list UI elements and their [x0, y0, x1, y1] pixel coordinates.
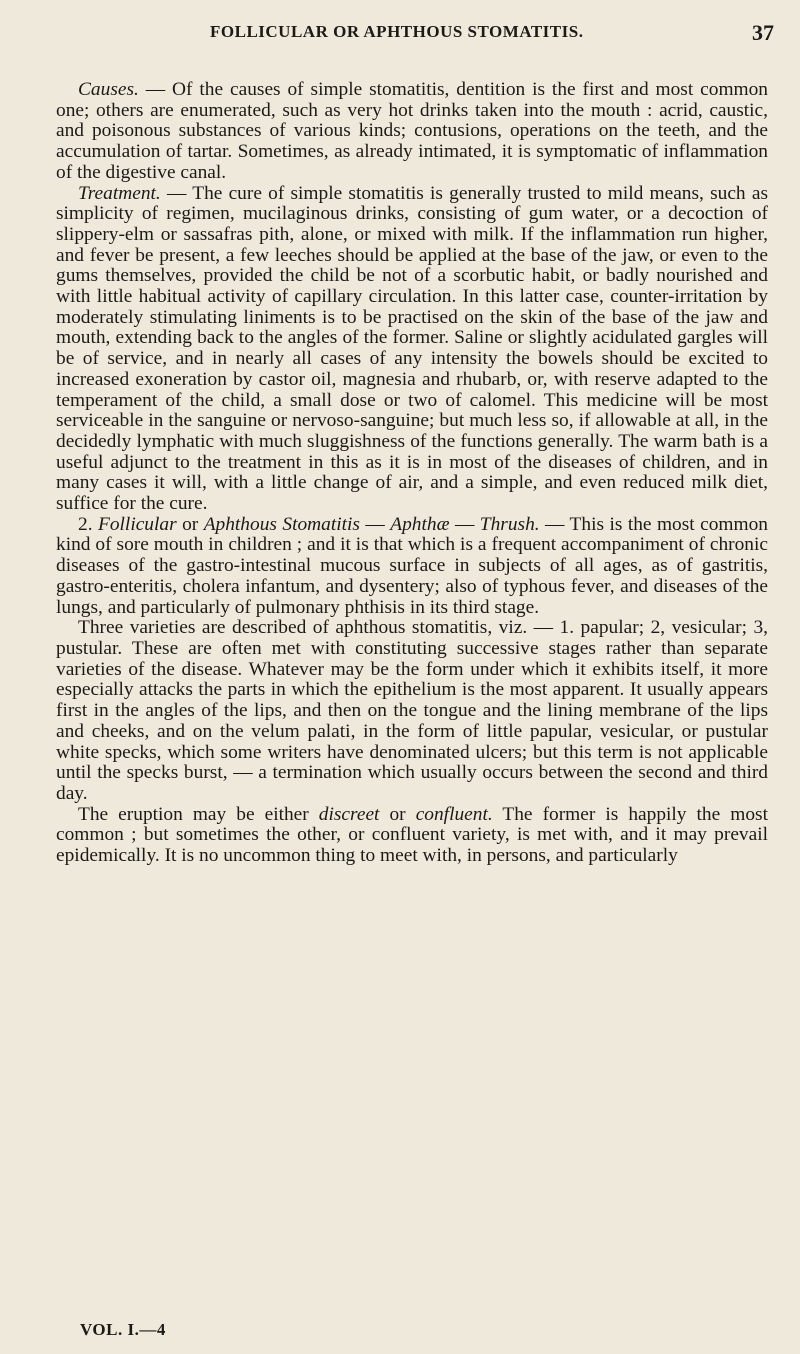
- section-head-dash-1: —: [359, 513, 391, 535]
- term-confluent: confluent.: [415, 803, 493, 825]
- paragraph-treatment: [56, 184, 768, 515]
- section-head-thrush: Thrush.: [479, 513, 540, 535]
- paragraph-follicular: [56, 515, 768, 619]
- term-discreet: discreet: [318, 803, 380, 825]
- section-head-causes: Causes.: [78, 79, 139, 100]
- paragraph-eruption-text: The former is happily the most common ; but sometimes the other, or confluent variety, is met with, and it may prevail epidemically. It is no uncommon thing to meet with, in persons, and particularly: [56, 803, 768, 867]
- section-head-treatment: Treatment.: [78, 182, 161, 204]
- section-head-aphthae: Aphthæ: [390, 513, 450, 535]
- paragraph-follicular-text: — This is the most common kind of sore mouth in children ; and it is that which is a frequent accompaniment of chronic diseases of the gastro-intestinal mucous surface in subjects of all ages, as of gastritis, gastro-enteritis, cholera infantum, and dysentery; also of typhous fever, and diseases of the lungs, and particularly of pulmonary phthisis in its third stage.: [56, 513, 768, 618]
- paragraph-eruption: [56, 805, 768, 867]
- body-text: [56, 80, 768, 867]
- paragraph-causes-text: — Of the causes of simple stomatitis, dentition is the first and most common one; others are enumerated, such as very hot drinks taken into the mouth : acrid, caustic, and poisonous substances of various kinds; contusions, operations on the teeth, and the accumulation of tartar. Sometimes, as already intimated, it is symptomatic of inflammation of the digestive canal.: [56, 79, 768, 183]
- paragraph-causes: [56, 80, 768, 184]
- signature-mark: VOL. I.—4: [80, 1320, 166, 1339]
- section-head-aphthous: Aphthous Stomatitis: [203, 513, 360, 535]
- running-head: FOLLICULAR OR APHTHOUS STOMATITIS.: [210, 22, 584, 41]
- paragraph-eruption-pre: The eruption may be either: [78, 803, 319, 825]
- paragraph-varieties: [56, 618, 768, 804]
- page-header: [0, 14, 800, 54]
- section-number: 2.: [78, 513, 98, 535]
- paragraph-treatment-text: — The cure of simple stomatitis is generally trusted to mild means, such as simplicity of regimen, mucilaginous drinks, consisting of gum water, or a decoction of slippery-elm or sassafras pith, alone, or mixed with milk. If the inflammation run higher, and fever be present, a few leeches should be applied at the base of the jaw, or even to the gums themselves, provided the child be not of a scorbutic habit, or badly nourished and with little habitual activity of capillary circulation. In this latter case, counter-irritation by moderately stimulating liniments is to be practised on the skin of the base of the jaw and mouth, extending back to the angles of the former. Saline or slightly acidulated gargles will be of service, and in nearly all cases of any intensity the bowels should be excited to increased exoneration by castor oil, magnesia and rhubarb, or, with reserve adapted to the temperament of the child, a small dose or two of calomel. This medicine will be most serviceable in the sanguine or nervoso-sanguine; but much less so, if allowable at all, in the decidedly lymphatic with much sluggishness of the functions generally. The warm bath is a useful adjunct to the treatment in this as it is in most of the diseases of children, and in many cases it will, with a little change of air, and a simple, and even reduced milk diet, suffice for the cure.: [56, 182, 768, 515]
- section-head-follicular: Follicular: [98, 513, 177, 535]
- paragraph-varieties-text: Three varieties are described of aphthous stomatitis, viz. — 1. papular; 2, vesicular; 3, pustular. These are often met with constituting successive stages rather than separate varieties of the disease. Whatever may be the form under which it exhibits itself, it more especially attacks the parts in which the epithelium is the most apparent. It usually appears first in the angles of the lips, and then on the tongue and the lining membrane of the lips and cheeks, and on the velum palati, in the form of little papular, vesicular, or pustular white specks, which some writers have denominated ulcers; but this term is not applicable until the specks burst, — a termination which usually occurs between the second and third day.: [56, 617, 768, 804]
- section-head-dash-2: —: [449, 513, 480, 535]
- page-number: 37: [752, 20, 774, 45]
- section-head-connector: or: [176, 513, 204, 535]
- paragraph-eruption-connector: or: [379, 803, 416, 825]
